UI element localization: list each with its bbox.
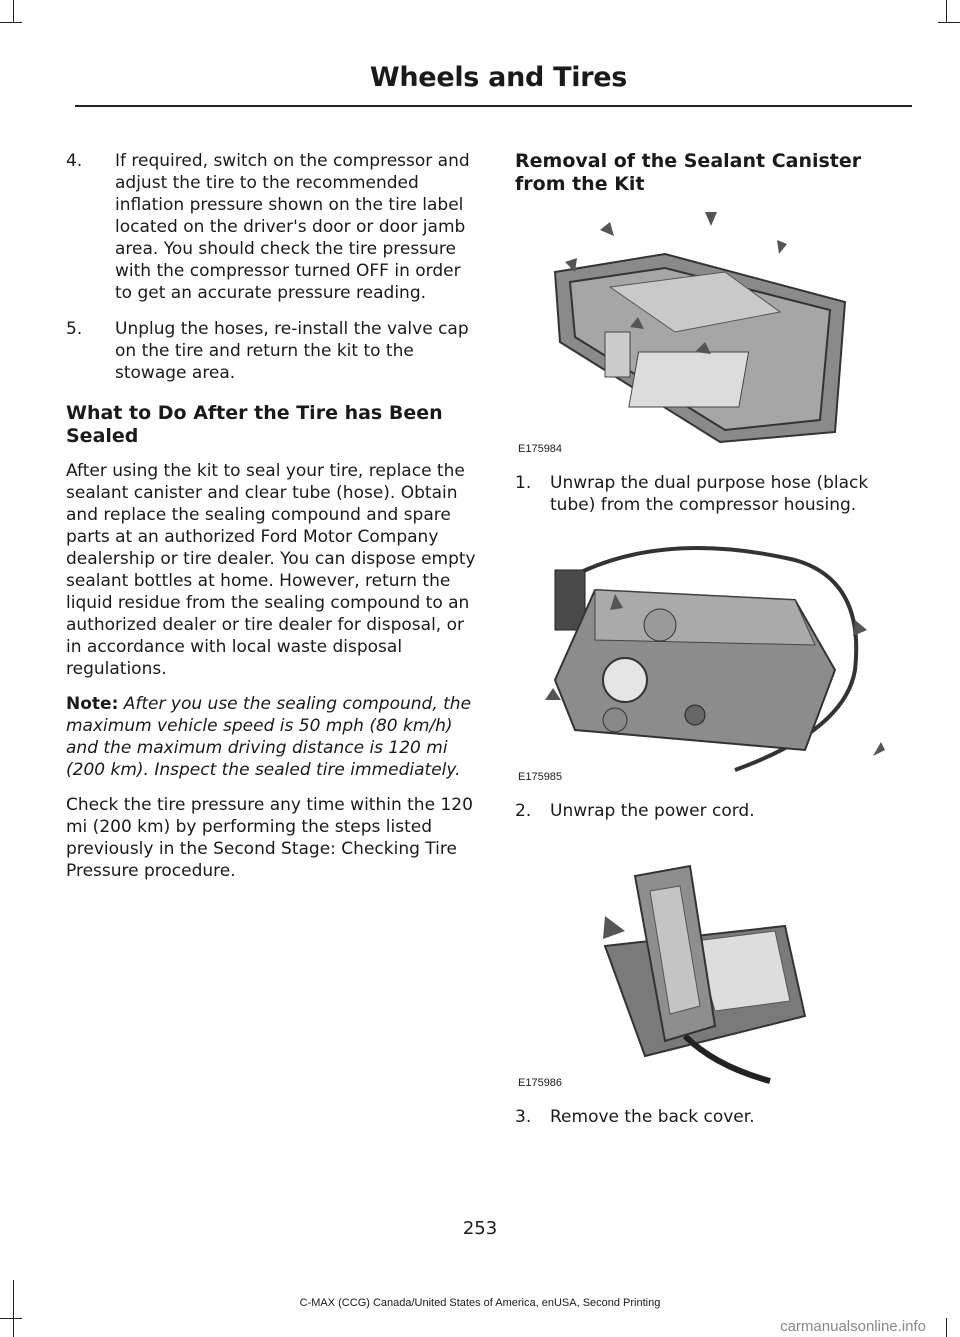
figure-code: E175986	[518, 1077, 563, 1089]
list-number: 1.	[515, 473, 532, 493]
list-item	[515, 472, 915, 516]
crop-mark	[0, 22, 22, 23]
list-text: Unwrap the power cord.	[550, 801, 755, 821]
paragraph: After using the kit to seal your tire, replace the sealant canister and clear tube (hose). Obtain and replace the sealing compound and spare parts at an authorized Ford Motor Company dealership or tire dealer. You can dispose empty sealant bottles at home. However, return the liquid residue from the sealing compound to an authorized dealer or tire dealer for disposal, or in accordance with local waste disposal regulations.	[66, 461, 476, 679]
list-text: If required, switch on the compressor and adjust the tire to the recommended inflation pressure shown on the tire label located on the driver's door or door jamb area. You should check the tire pressure with the compressor turned OFF in order to get an accurate pressure reading.	[115, 151, 470, 303]
compressor-top-illustration	[515, 202, 915, 460]
page-number: 253	[462, 1218, 498, 1239]
list-number: 4.	[66, 151, 83, 171]
figure-code: E175985	[518, 771, 563, 783]
list-text: Remove the back cover.	[550, 1107, 755, 1127]
header-rule	[75, 105, 912, 107]
subsection-heading: What to Do After the Tire has Been Sealed	[66, 402, 443, 447]
left-column	[66, 150, 476, 895]
watermark: carmanualsonline.info	[780, 1318, 926, 1335]
figure-power-cord	[515, 836, 915, 1094]
list-text: Unwrap the dual purpose hose (black tube) from the compressor housing.	[550, 473, 869, 515]
crop-mark	[946, 0, 947, 22]
footer-text: C-MAX (CCG) Canada/United States of America, enUSA, Second Printing	[299, 1297, 661, 1309]
list-number: 3.	[515, 1107, 532, 1127]
figure-back-cover	[515, 202, 915, 460]
power-cord-illustration	[515, 836, 915, 1094]
figure-code: E175984	[518, 443, 563, 455]
crop-mark	[938, 22, 960, 23]
compressor-hose-illustration	[515, 530, 915, 788]
list-item	[66, 318, 476, 384]
subsection-heading: Removal of the Sealant Canister from the Kit	[515, 150, 862, 195]
note-text: After you use the sealing compound, the maximum vehicle speed is 50 mph (80 km/h) and the maximum driving distance is 120 mi (200 km). Inspect the sealed tire immediately.	[66, 694, 472, 780]
section-title: Wheels and Tires	[369, 62, 627, 93]
list-number: 5.	[66, 319, 83, 339]
note-label: Note:	[66, 694, 119, 714]
note	[66, 693, 476, 781]
paragraph: Check the tire pressure any time within the 120 mi (200 km) by performing the steps listed previously in the Second Stage: Checking Tire Pressure procedure.	[66, 795, 473, 881]
list-text: Unplug the hoses, re-install the valve cap on the tire and return the kit to the stowage area.	[115, 319, 469, 383]
figure-compressor-hose	[515, 530, 915, 788]
crop-mark	[946, 1318, 947, 1337]
list-item	[515, 1106, 915, 1128]
list-item	[515, 800, 915, 822]
crop-mark	[0, 1318, 22, 1319]
crop-mark	[13, 0, 14, 22]
list-item	[66, 150, 476, 304]
list-number: 2.	[515, 801, 532, 821]
right-column	[515, 150, 915, 1142]
